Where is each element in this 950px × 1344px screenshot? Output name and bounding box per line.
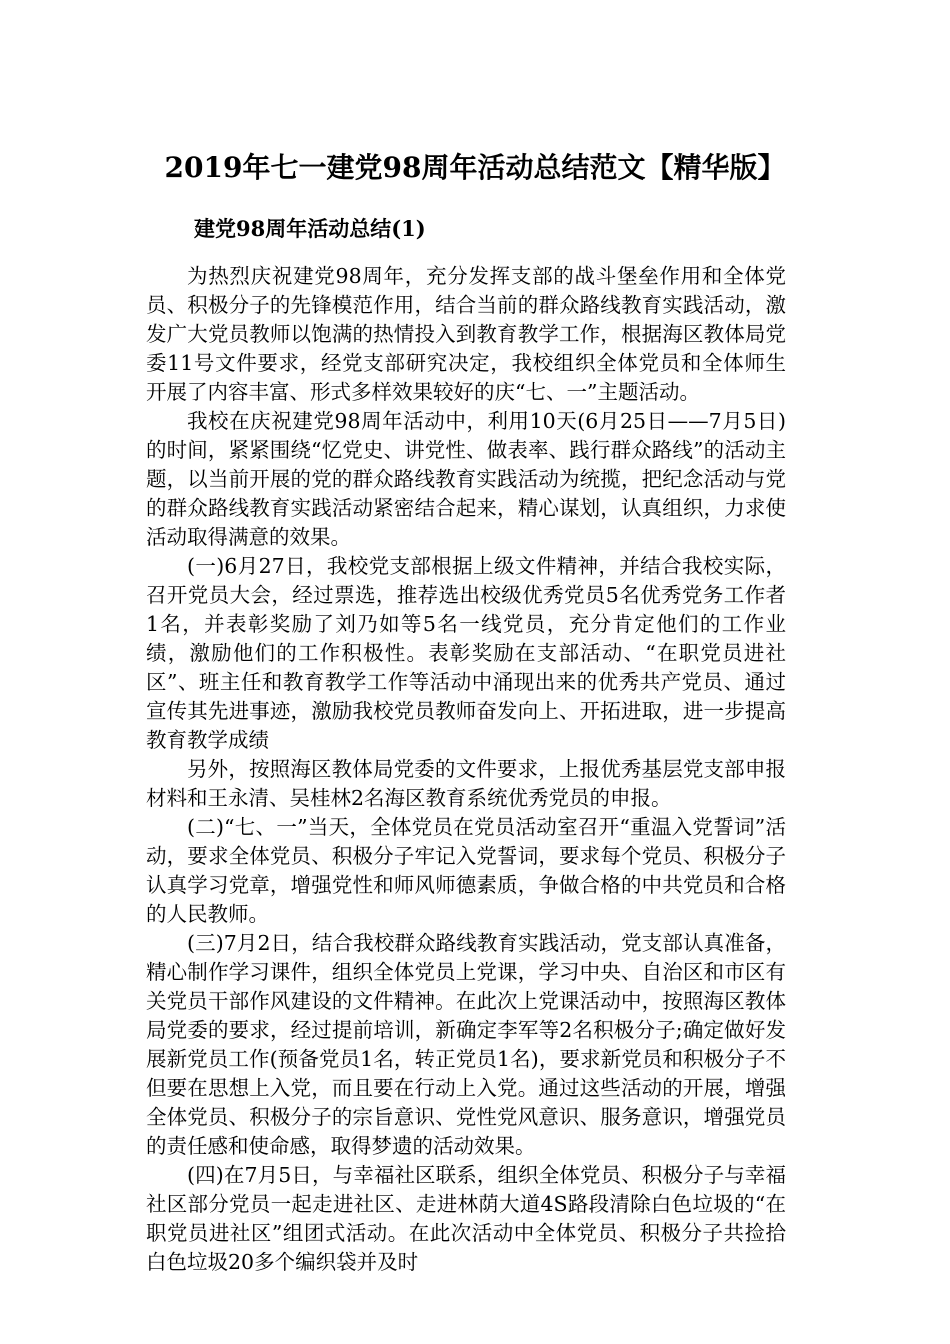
paragraph-item-4: (四)在7月5日，与幸福社区联系，组织全体党员、积极分子与幸福社区部分党员一起走进社区、走进林荫大道4S路段清除白色垃圾的“在职党员进社区”组团式活动。在此次活动中全体党员、积极分子共捡拾白色垃圾20多个编织袋并及时 [146,1163,786,1274]
paragraph-intro: 为热烈庆祝建党98周年，充分发挥支部的战斗堡垒作用和全体党员、积极分子的先锋模范作用，结合当前的群众路线教育实践活动，激发广大党员教师以饱满的热情投入到教育教学工作，根据海区教体局党委11号文件要求，经党支部研究决定，我校组织全体党员和全体师生开展了内容丰富、形式多样效果较好的庆“七、一”主题活动。 [146,264,786,404]
document-title: 2019年七一建党98周年活动总结范文【精华版】 [164,151,786,184]
paragraph-overview: 我校在庆祝建党98周年活动中，利用10天(6月25日——7月5日)的时间，紧紧围绕“忆党史、讲党性、做表率、践行群众路线”的活动主题，以当前开展的党的群众路线教育实践活动为统揽，把纪念活动与党的群众路线教育实践活动紧密结合起来，精心谋划，认真组织，力求使活动取得满意的效果。 [146,409,786,549]
document-body [146,262,786,1277]
section-heading: 建党98周年活动总结(1) [194,216,426,241]
paragraph-item-2: (二)“七、一”当天，全体党员在党员活动室召开“重温入党誓词”活动，要求全体党员、积极分子牢记入党誓词，要求每个党员、积极分子认真学习党章，增强党性和师风师德素质，争做合格的中共党员和合格的人民教师。 [146,815,786,926]
paragraph-item-1: (一)6月27日，我校党支部根据上级文件精神，并结合我校实际，召开党员大会，经过票选，推荐选出校级优秀党员5名优秀党务工作者1名，并表彰奖励了刘乃如等5名一线党员，充分肯定他们的工作业绩，激励他们的工作积极性。表彰奖励在支部活动、“在职党员进社区”、班主任和教育教学工作等活动中涌现出来的优秀共产党员、通过宣传其先进事迹，激励我校党员教师奋发向上、开拓进取，进一步提高教育教学成绩 [146,554,786,752]
paragraph-item-3: (三)7月2日，结合我校群众路线教育实践活动，党支部认真准备，精心制作学习课件，组织全体党员上党课，学习中央、自治区和市区有关党员干部作风建设的文件精神。在此次上党课活动中，按照海区教体局党委的要求，经过提前培训，新确定李军等2名积极分子;确定做好发展新党员工作(预备党员1名，转正党员1名)，要求新党员和积极分子不但要在思想上入党，而且要在行动上入党。通过这些活动的开展，增强全体党员、积极分子的宗旨意识、党性党风意识、服务意识，增强党员的责任感和使命感，取得梦遗的活动效果。 [146,931,786,1158]
paragraph-item-1-extra: 另外，按照海区教体局党委的文件要求，上报优秀基层党支部申报材料和王永清、吴桂林2名海区教育系统优秀党员的申报。 [146,757,786,810]
